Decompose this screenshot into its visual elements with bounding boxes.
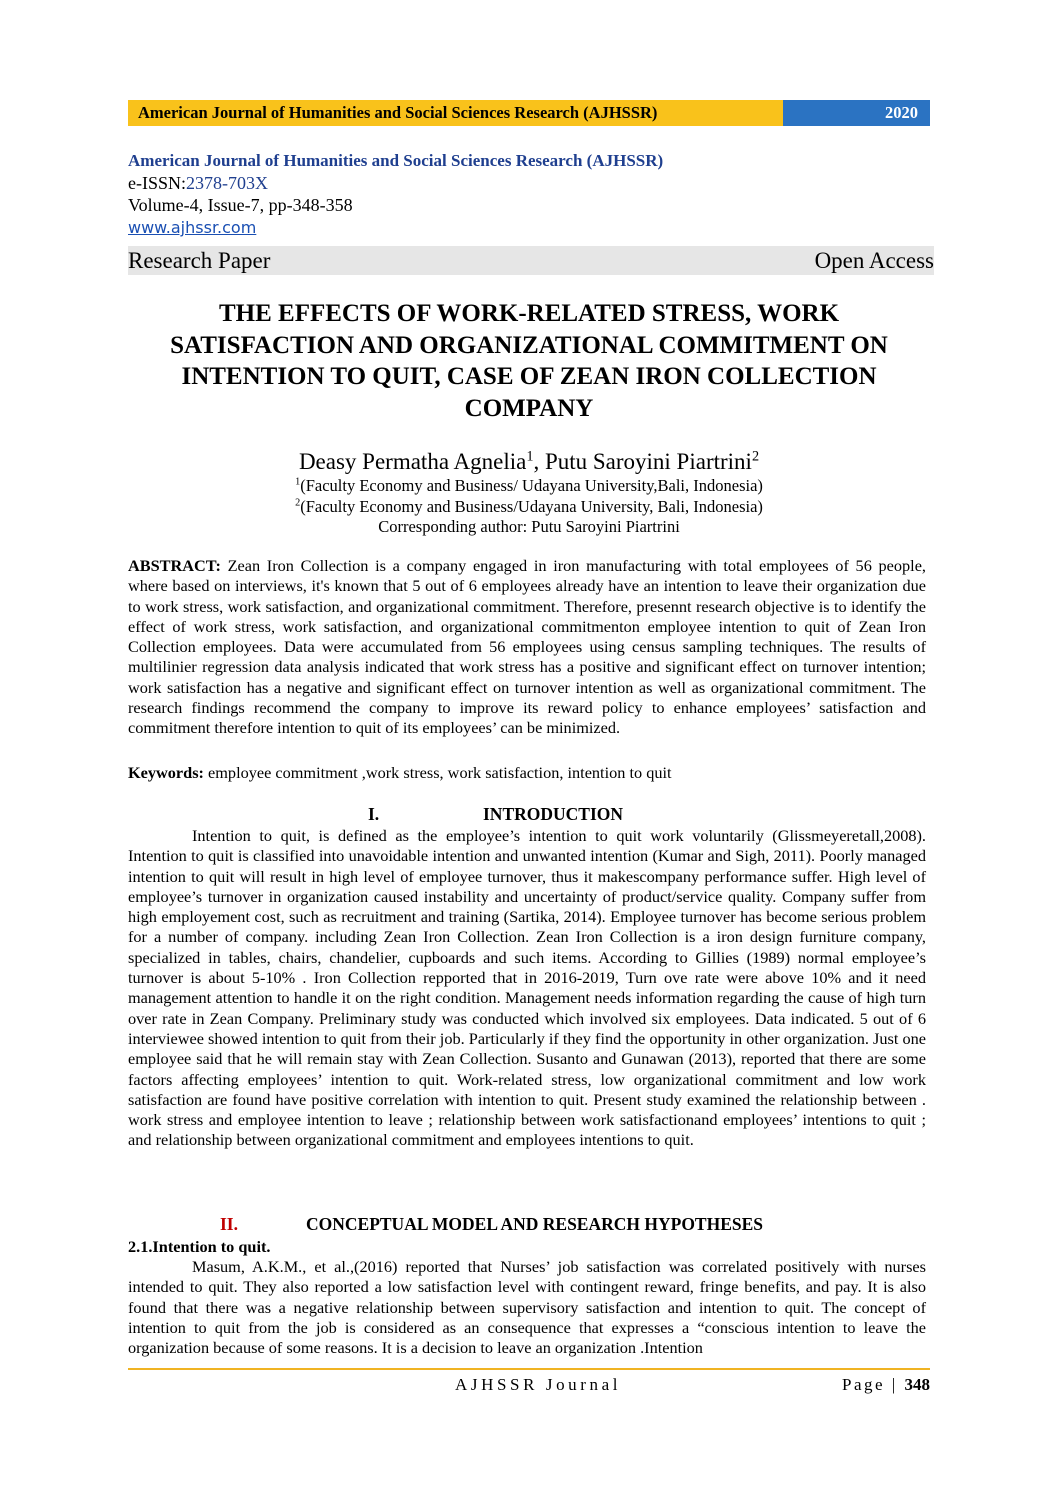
- subsection-heading: 2.1.Intention to quit.: [128, 1237, 271, 1256]
- paper-type-bar: [128, 246, 934, 275]
- issn-label: e-ISSN:: [128, 173, 186, 193]
- author-2-sup: 2: [751, 448, 760, 465]
- keywords-label: Keywords:: [128, 763, 204, 782]
- affiliation-1-text: (Faculty Economy and Business/ Udayana University,Bali, Indonesia): [300, 476, 763, 495]
- subsection-paragraph: Masum, A.K.M., et al.,(2016) reported that Nurses’ job satisfaction was correlated positively with nurses intended to quit. They also reported a low satisfaction level with contingent reward, fringe benefits, and pay. It is also found that there was a negative relationship between supervisory satisfaction and intention to quit. The concept of intention to quit from the job is considered as an consequence that expresses a “conscious intention to leave the organization because of some reasons. It is a decision to leave an organization .Intention: [128, 1257, 926, 1358]
- footer-rule: [128, 1368, 930, 1370]
- affiliation-2-text: (Faculty Economy and Business/Udayana University, Bali, Indonesia): [300, 496, 763, 516]
- affiliation-1-sup: 1: [295, 476, 301, 488]
- footer-page-label: Page |: [842, 1375, 905, 1394]
- author-1: Deasy Permatha Agnelia: [298, 449, 527, 474]
- header-journal-title: American Journal of Humanities and Social Sciences Research (AJHSSR): [128, 100, 783, 126]
- footer-journal: AJHSSR Journal: [455, 1375, 622, 1394]
- corresponding-author: Corresponding author: Putu Saroyini Piartrini: [378, 517, 680, 536]
- issn-value: 2378-703X: [186, 173, 268, 193]
- paper-title: THE EFFECTS OF WORK-RELATED STRESS, WORK SATISFACTION AND ORGANIZATIONAL COMMITMENT ON INTENTION TO QUIT, CASE OF ZEAN IRON COLLECTION COMPANY: [170, 300, 888, 422]
- header-year: 2020: [783, 100, 930, 126]
- affiliation-2: [128, 497, 930, 518]
- author-2: Putu Saroyini Piartrini: [544, 449, 752, 474]
- page-number: 348: [904, 1375, 930, 1394]
- paper-type: Research Paper: [128, 248, 271, 273]
- section-1-title: INTRODUCTION: [483, 804, 624, 824]
- volume-info: Volume-4, Issue-7, pp-348-358: [128, 195, 353, 215]
- author-names: [128, 448, 930, 476]
- keywords: [128, 763, 926, 783]
- page-footer: [128, 1373, 930, 1397]
- author-separator: ,: [533, 449, 545, 474]
- abstract-text: Zean Iron Collection is a company engaged in iron manufacturing with total employees of 56 people, where based on interviews, it's known that 5 out of 6 employees already have an intention to leave their organization due to work stress, work satisfaction, and organizational commitment. Therefore, presennt research objective is to identify the effect of work stress, work satisfaction, and organizational commitmenton employee intention to quit of Zean Iron Collection employees. Data were accumulated from 56 employees using census sampling techniques. The results of multilinier regression data analysis indicated that work stress has a positive and significant effect on turnover intention; work satisfaction has a negative and significant effect on turnover intention as well as organizational commitment. The research findings recommend the company to improve its reward policy to enhance employees’ satisfaction and commitment therefore intention to quit of its employees’ can be minimized.: [128, 556, 926, 738]
- introduction-paragraph: Intention to quit, is defined as the employee’s intention to quit work voluntarily (Glissmeyeretall,2008). Intention to quit is classified into unavoidable intention and unwanted intention (Kumar and Sigh, 2011). Poorly managed intention to quit will result in high level of employee turnover, thus it makescompany performance suffer. High level of employee’s turnover in organization caused instability and uncertainty of product/service quality. Company suffer from high employement cost, such as recruitment and training (Sartika, 2014). Employee turnover has become serious problem for a number of company. including Zean Iron Collection. Zean Iron Collection is a iron design furniture company, specialized in tables, chairs, chandelier, cupboards and such items. According to Gillies (1989) normal employee’s turnover is about 5-10% . Iron Collection repported that in 2016-2019, Turn ove rate were above 10% and it need management attention to handle it on the right condition. Management needs information regarding the cause of high turn over rate in Zean Company. Preliminary study was conducted which involved six employees. Data indicated. 5 out of 6 interviewee showed intention to quit from their job. Particularly if they find the opportunity in other organization. Just one employee said that he will remain stay with Zean Collection. Susanto and Gunawan (2013), reported that there are some factors affecting employees’ intention to quit. Work-related stress, low organizational commitment and low work satisfaction are found have positive correlation with intention to quit. Present study examined the relationship between . work stress and employee intention to leave ; relationship between work satisfactionand employees’ intentions to quit ; and relationship between organizational commitment and employees intentions to quit.: [128, 826, 926, 1150]
- running-header: [128, 100, 930, 126]
- section-2-title: CONCEPTUAL MODEL AND RESEARCH HYPOTHESES: [306, 1214, 764, 1234]
- website-link[interactable]: www.ajhssr.com: [128, 218, 257, 237]
- journal-name: American Journal of Humanities and Social Sciences Research (AJHSSR): [128, 151, 664, 170]
- subsection-text: [128, 1257, 926, 1358]
- affiliation-1: [128, 476, 930, 497]
- author-block: [128, 448, 930, 538]
- access-type: Open Access: [814, 248, 934, 273]
- issn: [128, 172, 930, 194]
- keywords-text: employee commitment ,work stress, work satisfaction, intention to quit: [203, 763, 672, 782]
- abstract: [128, 556, 926, 739]
- footer-page: [842, 1373, 930, 1397]
- section-1-number: I.: [368, 804, 380, 824]
- introduction-text: [128, 826, 926, 1151]
- affiliation-2-sup: 2: [295, 497, 301, 508]
- abstract-label: ABSTRACT:: [128, 556, 221, 575]
- journal-meta: [128, 150, 930, 239]
- section-2-number: II.: [220, 1214, 238, 1234]
- author-1-sup: 1: [526, 448, 534, 465]
